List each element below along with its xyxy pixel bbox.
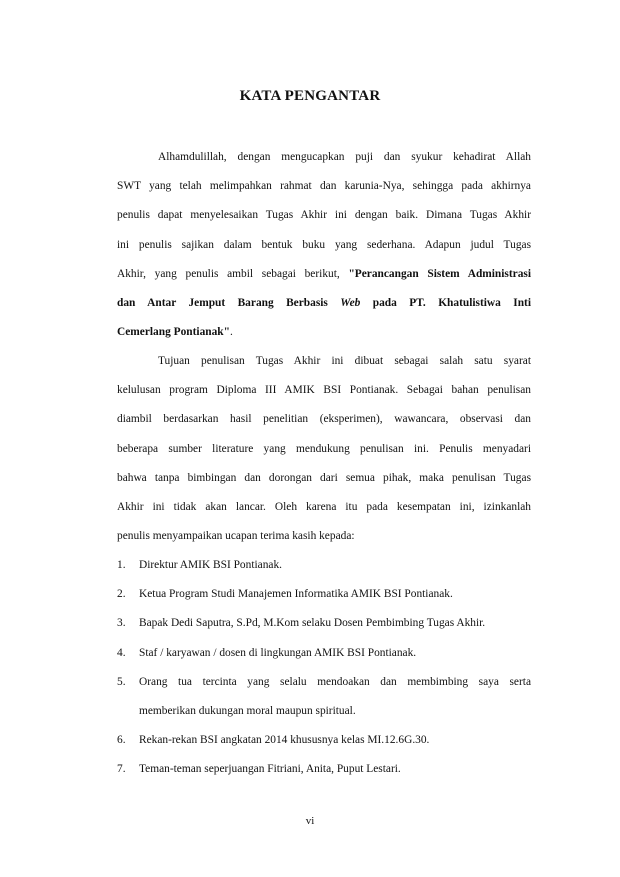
paragraph-line <box>117 318 531 347</box>
paragraph-opening <box>117 143 531 347</box>
list-number: 6. <box>117 734 126 747</box>
paragraph-line: penulis dapat menyelesaikan Tugas Akhir ini dengan baik. Dimana Tugas Akhir <box>117 209 531 222</box>
thesis-title-text: dan Antar Jemput Barang Berbasis <box>117 296 341 309</box>
list-text: Bapak Dedi Saputra, S.Pd, M.Kom selaku Dosen Pembimbing Tugas Akhir. <box>139 617 486 630</box>
list-number: 1. <box>117 559 126 571</box>
list-number: 4. <box>117 646 126 659</box>
list-item <box>117 551 531 580</box>
paragraph-line: penulis menyampaikan ucapan terima kasih kepada: <box>117 530 355 543</box>
paragraph-line: Tujuan penulisan Tugas Akhir ini dibuat sebagai salah satu syarat <box>158 355 531 367</box>
paragraph-text: Akhir, yang penulis ambil sebagai berikut, <box>117 267 349 280</box>
paragraph-line: SWT yang telah melimpahkan rahmat dan karunia-Nya, sehingga pada akhirnya <box>117 180 531 193</box>
thesis-title-text: pada PT. Khatulistiwa Inti <box>360 296 531 309</box>
paragraph-line: bahwa tanpa bimbingan dan dorongan dari semua pihak, maka penulisan Tugas <box>117 471 531 484</box>
list-item <box>117 580 531 609</box>
thesis-title-text: "Perancangan Sistem Administrasi <box>348 267 532 280</box>
list-item <box>117 639 531 668</box>
paragraph-line: beberapa sumber literature yang mendukung penulisan ini. Penulis menyadari <box>117 442 531 455</box>
thesis-title-text: Cemerlang Pontianak" <box>117 326 230 339</box>
list-text: Teman-teman seperjuangan Fitriani, Anita, Puput Lestari. <box>139 763 401 776</box>
thesis-title-italic: Web <box>340 296 361 309</box>
list-item <box>117 609 531 638</box>
list-text: Direktur AMIK BSI Pontianak. <box>139 559 283 571</box>
list-item <box>117 668 531 697</box>
paragraph-line: Alhamdulillah, dengan mengucapkan puji dan syukur kehadirat Allah <box>158 151 531 163</box>
list-item <box>117 755 531 784</box>
list-text: memberikan dukungan moral maupun spiritual. <box>139 704 356 717</box>
paragraph-line <box>117 260 531 289</box>
list-text: Rekan-rekan BSI angkatan 2014 khususnya kelas MI.12.6G.30. <box>139 734 430 747</box>
list-item <box>117 726 531 755</box>
list-text: Staf / karyawan / dosen di lingkungan AMIK BSI Pontianak. <box>139 646 417 659</box>
list-number: 2. <box>117 588 126 601</box>
paragraph-purpose <box>117 347 531 551</box>
list-number: 5. <box>117 675 126 688</box>
list-text: Ketua Program Studi Manajemen Informatika AMIK BSI Pontianak. <box>139 588 453 601</box>
page-title: KATA PENGANTAR <box>239 88 381 104</box>
paragraph-text: . <box>229 326 233 339</box>
paragraph-line: Akhir ini tidak akan lancar. Oleh karena itu pada kesempatan ini, izinkanlah <box>117 500 531 513</box>
list-number: 7. <box>117 763 126 776</box>
list-text: Orang tua tercinta yang selalu mendoakan dan membimbing saya serta <box>139 675 531 688</box>
list-number: 3. <box>117 617 126 630</box>
page-number: vi <box>305 815 315 827</box>
paragraph-line: kelulusan program Diploma III AMIK BSI Pontianak. Sebagai bahan penulisan <box>117 384 531 397</box>
paragraph-line: ini penulis sajikan dalam bentuk buku yang sederhana. Adapun judul Tugas <box>117 238 531 251</box>
paragraph-line <box>117 289 531 318</box>
paragraph-line: diambil berdasarkan hasil penelitian (eksperimen), wawancara, observasi dan <box>117 413 531 426</box>
list-item-continuation <box>117 697 531 726</box>
acknowledgement-list <box>117 551 531 785</box>
